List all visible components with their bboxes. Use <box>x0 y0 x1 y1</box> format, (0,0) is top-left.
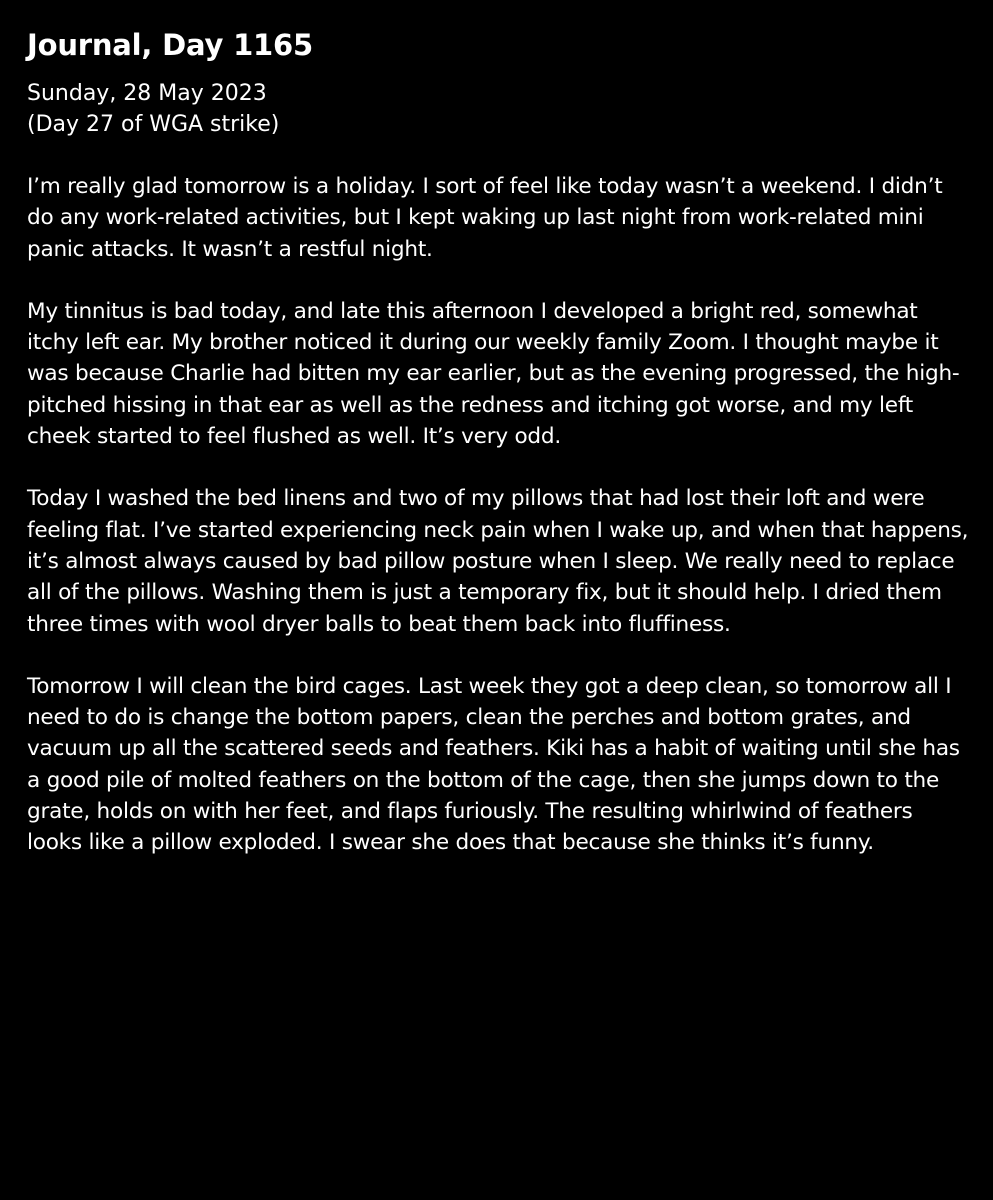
journal-paragraph-holiday: I’m really glad tomorrow is a holiday. I sort of feel like today wasn’t a weekend. I didn’t do any work-related activities, but I kept waking up last night from work-related mini panic attacks. It wasn’t a restful night. <box>27 174 943 262</box>
journal-title: Journal, Day 1165 <box>27 28 313 62</box>
strike-day-note: (Day 27 of WGA strike) <box>27 112 280 137</box>
journal-paragraph-pillows: Today I washed the bed linens and two of my pillows that had lost their loft and were feeling flat. I’ve started experiencing neck pain when I wake up, and when that happens, it’s almost always caused by bad pillow posture when I sleep. We really need to replace all of the pillows. Washing them is just a temporary fix, but it should help. I dried them three times with wool dryer balls to beat them back into fluffiness. <box>27 486 969 637</box>
journal-date: Sunday, 28 May 2023 <box>27 81 267 106</box>
journal-meta <box>27 78 969 140</box>
journal-paragraph-bird-cages: Tomorrow I will clean the bird cages. Last week they got a deep clean, so tomorrow all I need to do is change the bottom papers, clean the perches and bottom grates, and vacuum up all the scattered seeds and feathers. Kiki has a habit of waiting until she has a good pile of molted feathers on the bottom of the cage, then she jumps down to the grate, holds on with her feet, and flaps furiously. The resulting whirlwind of feathers looks like a pillow exploded. I swear she does that because she thinks it’s funny. <box>27 673 960 856</box>
journal-paragraph-tinnitus: My tinnitus is bad today, and late this afternoon I developed a bright red, somewhat itchy left ear. My brother noticed it during our weekly family Zoom. I thought maybe it was because Charlie had bitten my ear earlier, but as the evening progressed, the high-pitched hissing in that ear as well as the redness and itching got worse, and my left cheek started to feel flushed as well. It’s very odd. <box>27 298 960 450</box>
